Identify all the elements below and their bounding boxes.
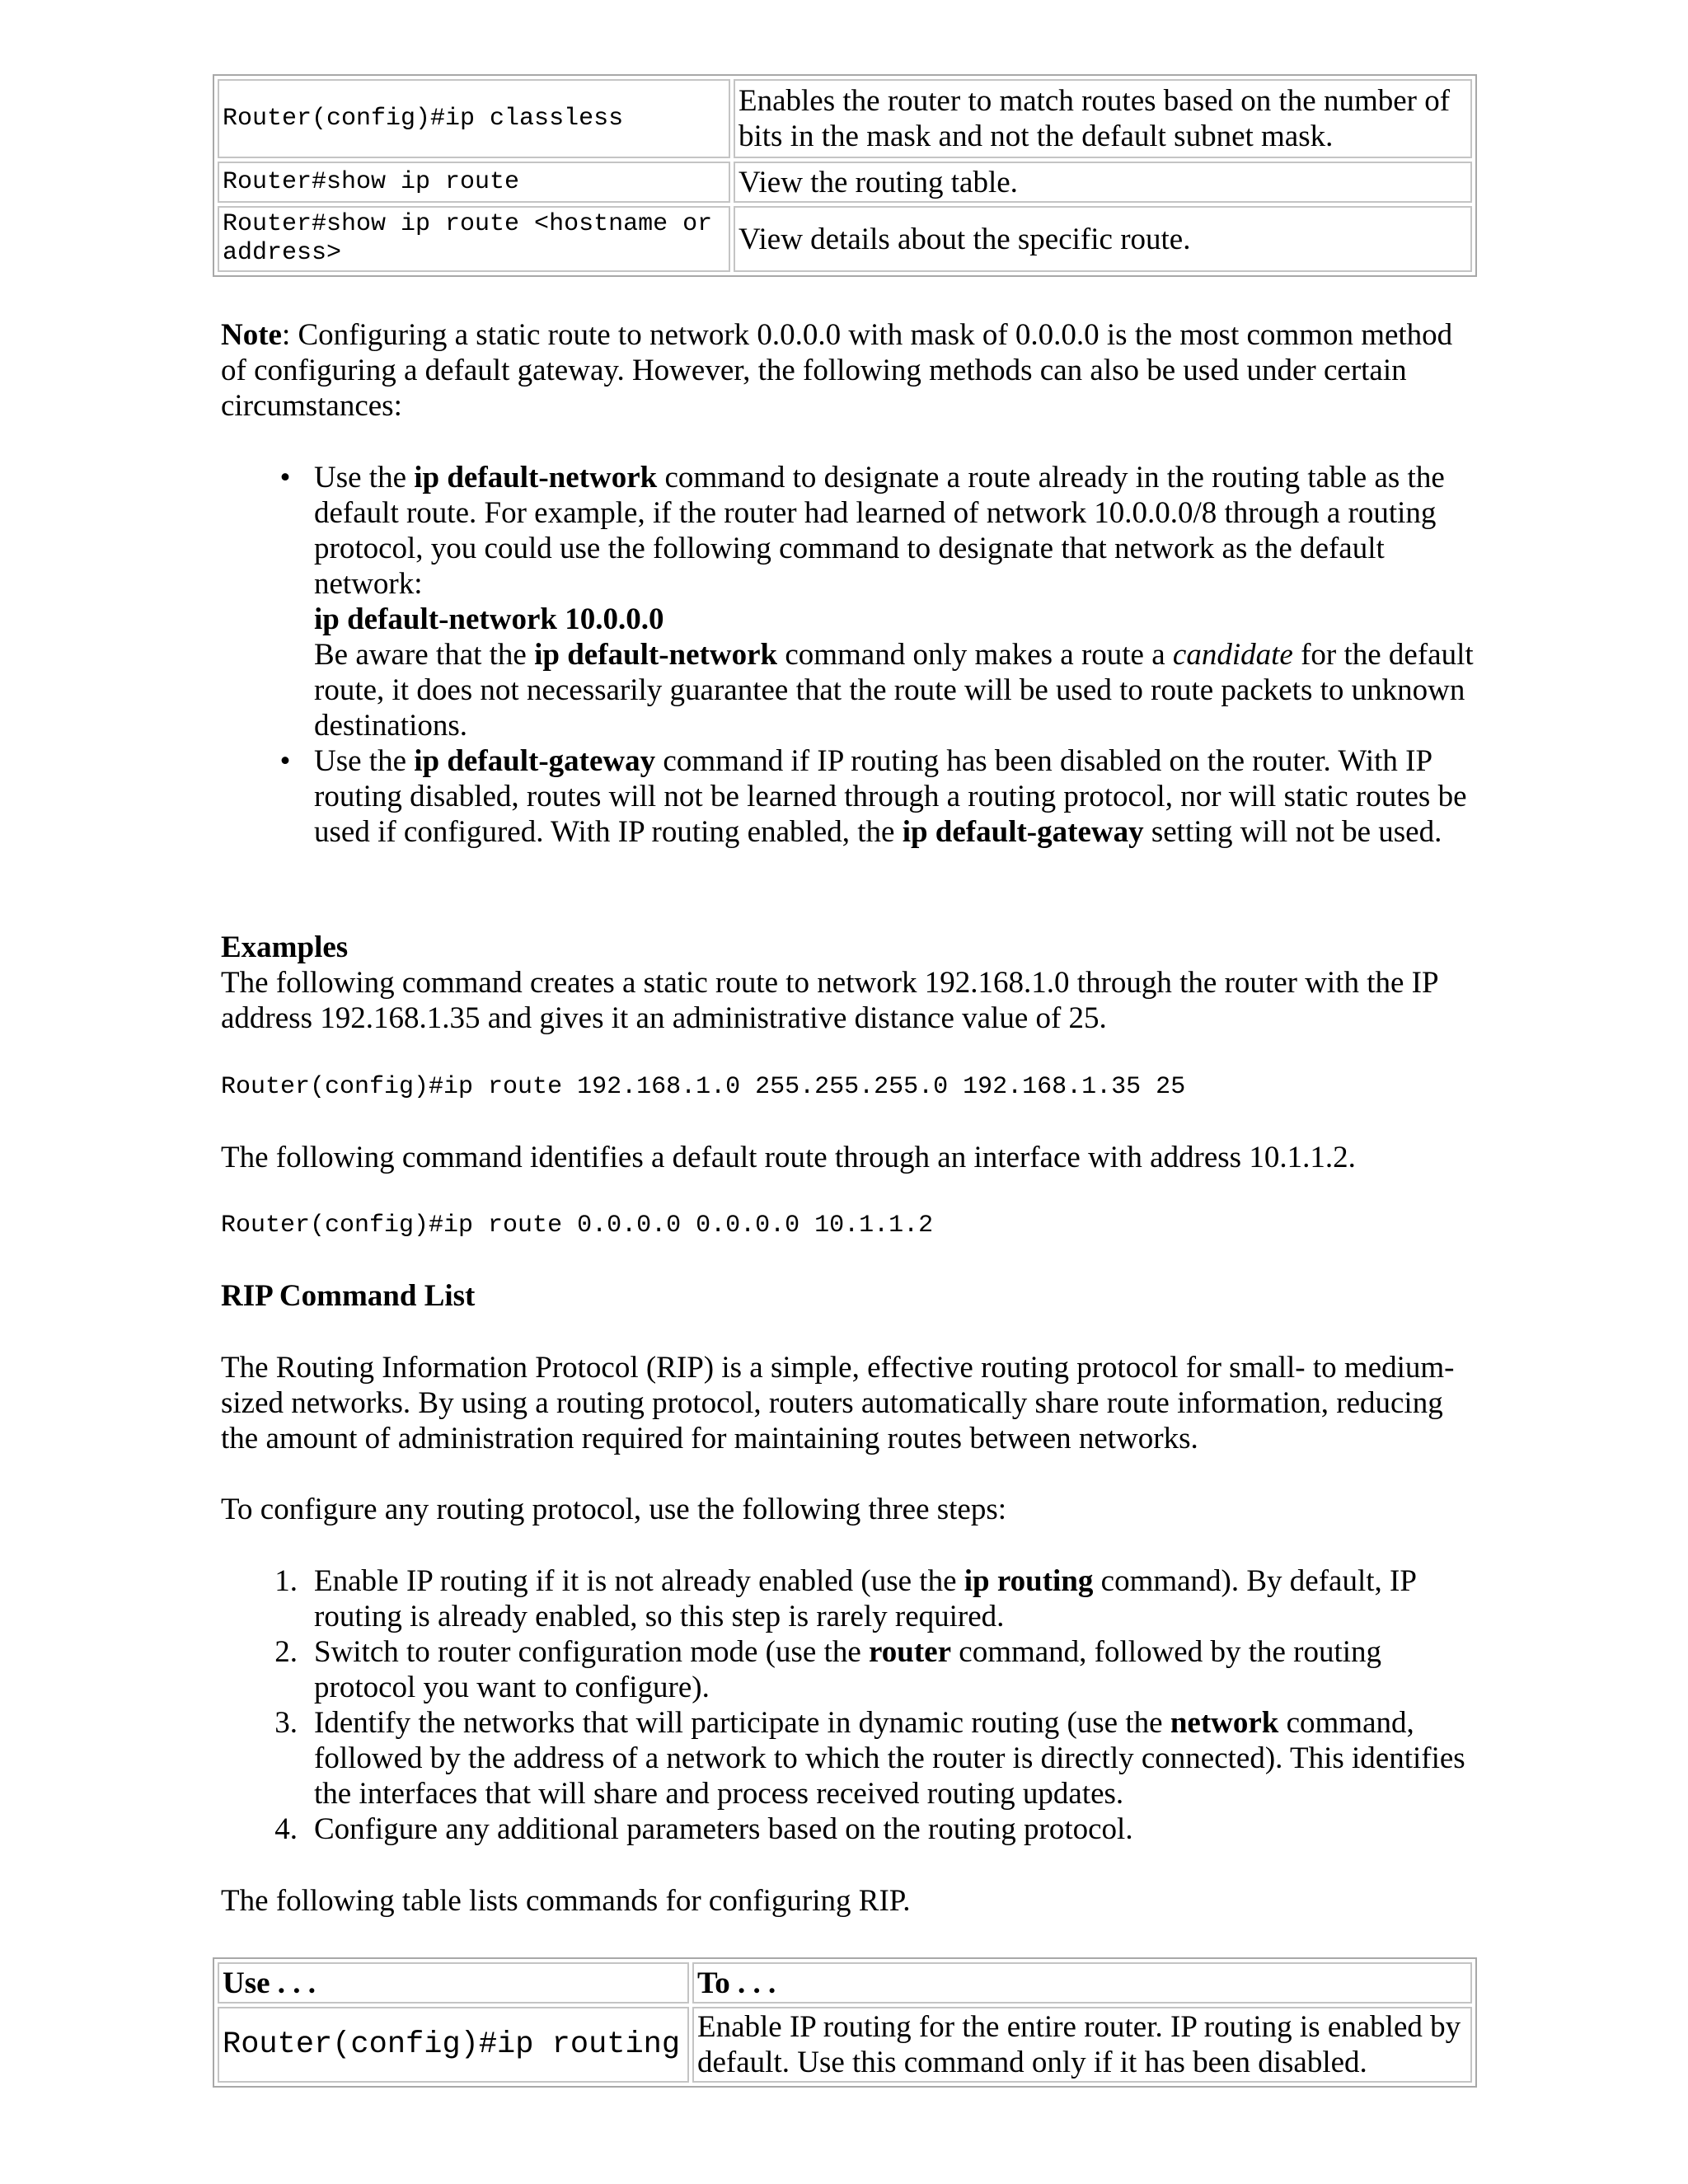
table-cell-description: View the routing table.	[734, 162, 1472, 203]
code-example-default-route: Router(config)#ip route 0.0.0.0 0.0.0.0 10.1.1.2	[221, 1212, 934, 1240]
command-table-top	[213, 74, 1477, 277]
command-keyword: router	[869, 1635, 952, 1669]
step-number: 1.	[274, 1564, 298, 1598]
steps-intro: To configure any routing protocol, use the following three steps:	[221, 1493, 1007, 1526]
command-keyword: ip default-network	[534, 638, 778, 672]
note-label: Note	[221, 318, 282, 352]
default-route-methods-list	[221, 460, 1474, 850]
list-item: • Use the ip default-gateway command if IP routing has been disabled on the router. With IP routing disabled, routes will not be learned through a routing protocol, nor will static routes be used if configured. With IP routing enabled, the ip default-gateway setting will not be used.	[221, 743, 1474, 850]
rip-command-table	[213, 1957, 1477, 2088]
step-number: 2.	[274, 1635, 298, 1669]
rip-intro-paragraph: The Routing Information Protocol (RIP) is a simple, effective routing protocol for small- to medium-sized networks. By using a routing protocol, routers automatically share route information, reducing the amount of administration required for maintaining routes between networks.	[221, 1351, 1455, 1455]
table-cell-command: Router(config)#ip classless	[218, 79, 730, 158]
section-heading: RIP Command List	[221, 1279, 476, 1313]
table-cell-description: Enable IP routing for the entire router. IP routing is enabled by default. Use this command only if it has been disabled.	[692, 2007, 1472, 2083]
column-header-use: Use . . .	[218, 1962, 689, 2004]
table-header-row	[218, 1962, 1472, 2004]
examples-text: The following command creates a static route to network 192.168.1.0 through the router with the IP address 192.168.1.35 and gives it an administrative distance value of 25.	[221, 966, 1438, 1035]
list-item: 3. Identify the networks that will participate in dynamic routing (use the network command, followed by the address of a network to which the router is directly connected). This identifies the interfaces that will share and process received routing updates.	[221, 1705, 1474, 1811]
table-cell-description: View details about the specific route.	[734, 206, 1472, 272]
list-item: 2. Switch to router configuration mode (use the router command, followed by the routing protocol you want to configure).	[221, 1634, 1474, 1705]
list-item: • Use the ip default-network command to designate a route already in the routing table as the default route. For example, if the router had learned of network 10.0.0.0/8 through a routing protocol, you could use the following command to designate that network as the default network: ip default-network 10.0.0.0 Be aware that the ip default-network command only makes a route a candidate for the default route, it does not necessarily guarantee that the route will be used to route packets to unknown destinations.	[221, 460, 1474, 743]
column-header-to: To . . .	[692, 1962, 1472, 2004]
command-keyword: ip default-network	[414, 461, 658, 494]
note-text: : Configuring a static route to network 0.0.0.0 with mask of 0.0.0.0 is the most common method of configuring a default gateway. However, the following methods can also be used under certain circumstances:	[221, 318, 1453, 423]
examples-section	[221, 930, 1474, 1036]
table-cell-command: Router(config)#ip routing	[218, 2007, 689, 2083]
table-cell-description: Enables the router to match routes based on the number of bits in the mask and not the default subnet mask.	[734, 79, 1472, 158]
table-row	[218, 79, 1472, 158]
bullet-marker: •	[279, 744, 291, 778]
examples-heading: Examples	[221, 930, 349, 964]
default-route-example-text: The following command identifies a default route through an interface with address 10.1.1.2.	[221, 1141, 1356, 1174]
step-number: 4.	[274, 1812, 298, 1846]
note-paragraph	[221, 317, 1474, 424]
command-keyword: network	[1170, 1706, 1279, 1740]
table-intro: The following table lists commands for configuring RIP.	[221, 1884, 911, 1918]
command-keyword: ip default-gateway	[414, 744, 656, 778]
table-cell-command: Router#show ip route	[218, 162, 730, 203]
table-cell-command: Router#show ip route <hostname or address>	[218, 206, 730, 272]
step-number: 3.	[274, 1706, 298, 1740]
command-example: ip default-network 10.0.0.0	[314, 602, 664, 636]
list-item: 4. Configure any additional parameters based on the routing protocol.	[221, 1811, 1474, 1847]
table-row	[218, 206, 1472, 272]
command-keyword: ip routing	[964, 1564, 1094, 1598]
code-example-static-route: Router(config)#ip route 192.168.1.0 255.255.255.0 192.168.1.35 25	[221, 1073, 1186, 1101]
table-row	[218, 162, 1472, 203]
configuration-steps-list	[221, 1563, 1474, 1847]
bullet-marker: •	[279, 461, 291, 494]
emphasis-text: candidate	[1172, 638, 1293, 672]
list-item: 1. Enable IP routing if it is not already enabled (use the ip routing command). By default, IP routing is already enabled, so this step is rarely required.	[221, 1563, 1474, 1634]
command-keyword: ip default-gateway	[902, 815, 1144, 849]
table-row	[218, 2007, 1472, 2083]
